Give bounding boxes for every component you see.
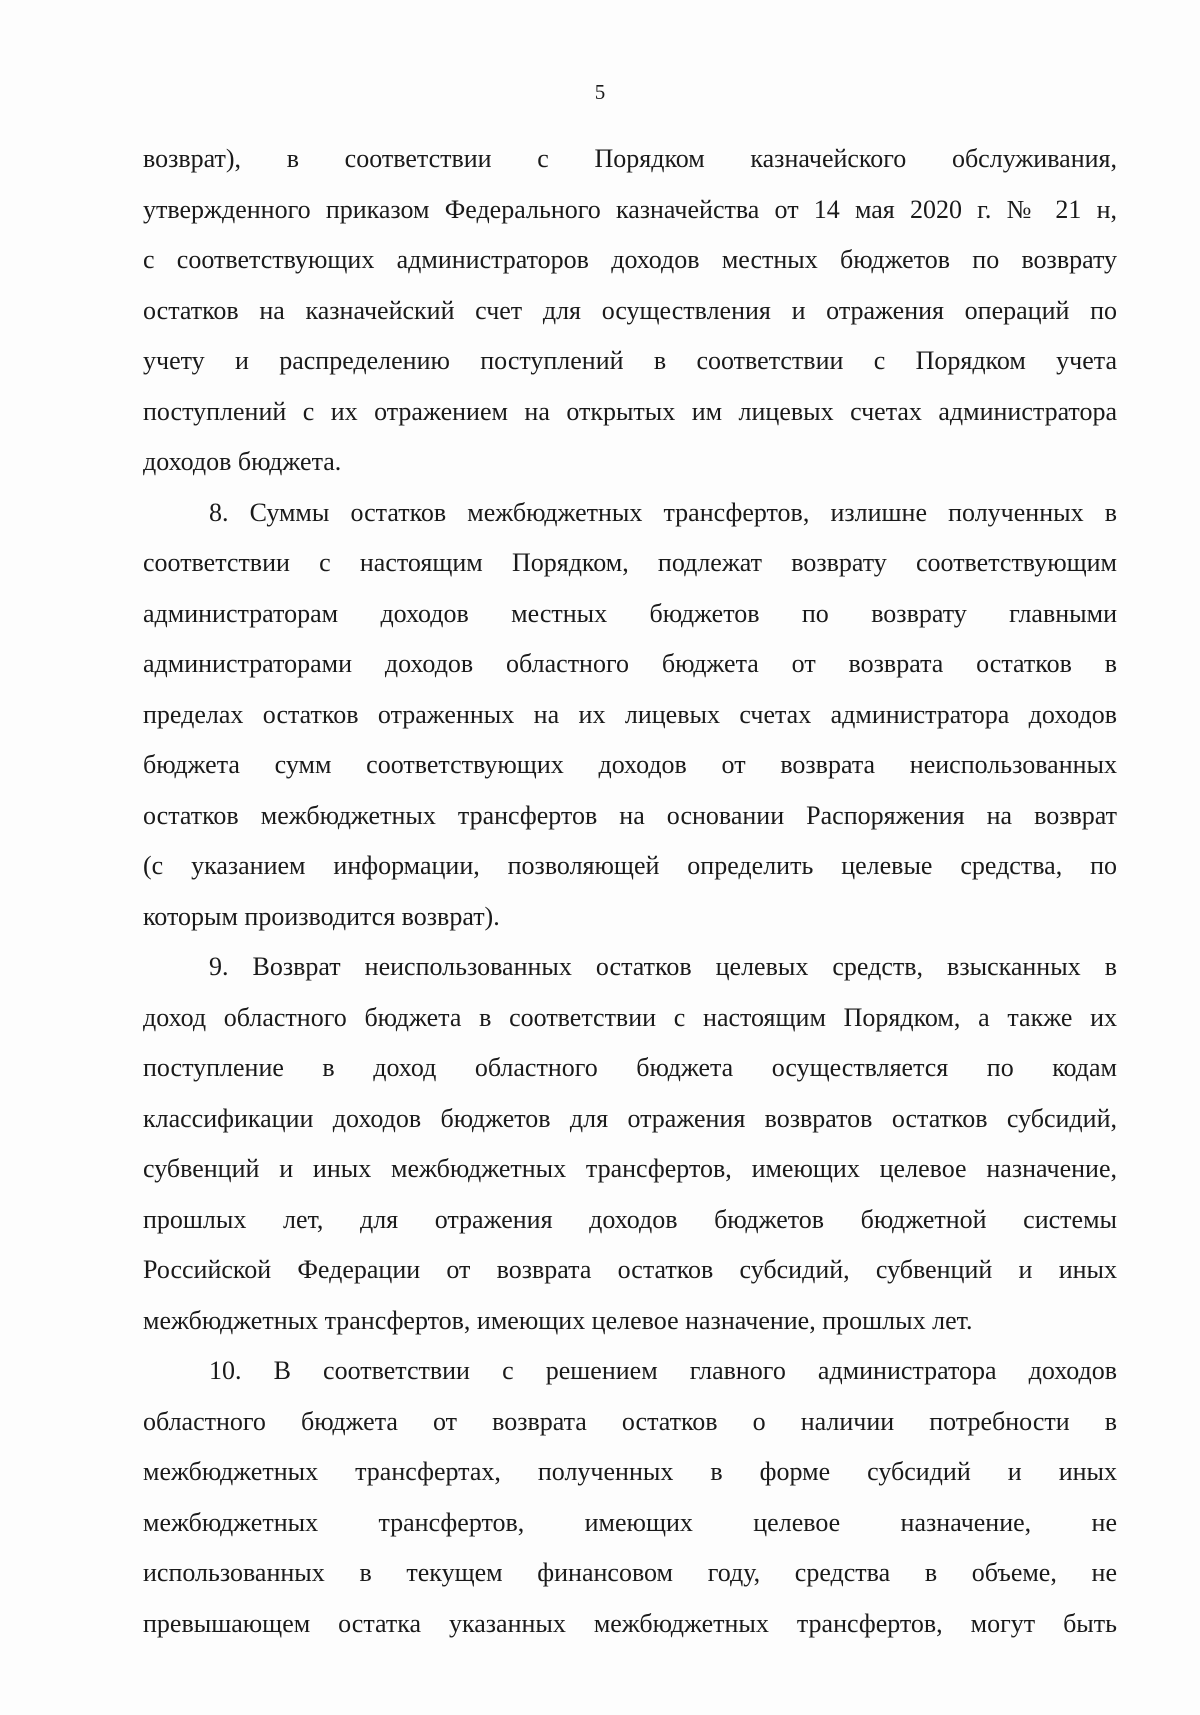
text-line: превышающем остатка указанных межбюджетных трансфертов, могут быть (143, 1608, 1117, 1638)
text-line: областного бюджета от возврата остатков о наличии потребности в (143, 1406, 1117, 1436)
text-line: классификации доходов бюджетов для отражения возвратов остатков субсидий, (143, 1103, 1117, 1133)
text-line: с соответствующих администраторов доходов местных бюджетов по возврату (143, 245, 1117, 274)
text-line: 8. Суммы остатков межбюджетных трансфертов, излишне полученных в (209, 497, 1117, 527)
text-line: пределах остатков отраженных на их лицевых счетах администратора доходов (143, 699, 1117, 729)
text-line: 9. Возврат неиспользованных остатков целевых средств, взысканных в (209, 952, 1117, 981)
text-line: соответствии с настоящим Порядком, подлежат возврату соответствующим (143, 548, 1117, 577)
text-line: которым производится возврат). (143, 901, 500, 931)
text-line: остатков на казначейский счет для осуществления и отражения операций по (143, 295, 1117, 325)
text-line: администраторами доходов областного бюджета от возврата остатков в (143, 649, 1117, 678)
text-line: возврат), в соответствии с Порядком казначейского обслуживания, (143, 144, 1117, 173)
text-line: межбюджетных трансфертах, полученных в форме субсидий и иных (143, 1457, 1117, 1486)
text-line: прошлых лет, для отражения доходов бюджетов бюджетной системы (143, 1204, 1117, 1234)
text-line: поступление в доход областного бюджета осуществляется по кодам (143, 1053, 1117, 1082)
text-line: остатков межбюджетных трансфертов на основании Распоряжения на возврат (143, 800, 1117, 830)
text-line: (с указанием информации, позволяющей определить целевые средства, по (143, 851, 1117, 880)
text-line: бюджета сумм соответствующих доходов от возврата неиспользованных (143, 750, 1117, 779)
text-line: доход областного бюджета в соответствии с настоящим Порядком, а также их (143, 1002, 1117, 1032)
text-line: поступлений с их отражением на открытых им лицевых счетах администратора (143, 396, 1117, 426)
text-line: утвержденного приказом Федерального казначейства от 14 мая 2020 г. № 21 н, (143, 194, 1117, 224)
text-line: субвенций и иных межбюджетных трансфертов, имеющих целевое назначение, (143, 1154, 1117, 1183)
text-line: межбюджетных трансфертов, имеющих целевое назначение, прошлых лет. (143, 1305, 973, 1335)
text-line: использованных в текущем финансовом году, средства в объеме, не (143, 1558, 1117, 1587)
page-number: 5 (594, 80, 606, 104)
text-line: межбюджетных трансфертов, имеющих целевое назначение, не (143, 1507, 1117, 1537)
text-line: доходов бюджета. (143, 447, 342, 476)
text-line: 10. В соответствии с решением главного администратора доходов (209, 1356, 1117, 1385)
document-body (143, 134, 1117, 1649)
text-line: учету и распределению поступлений в соответствии с Порядком учета (143, 346, 1117, 375)
text-line: Российской Федерации от возврата остатков субсидий, субвенций и иных (143, 1255, 1117, 1284)
text-line: администраторам доходов местных бюджетов по возврату главными (143, 598, 1117, 628)
